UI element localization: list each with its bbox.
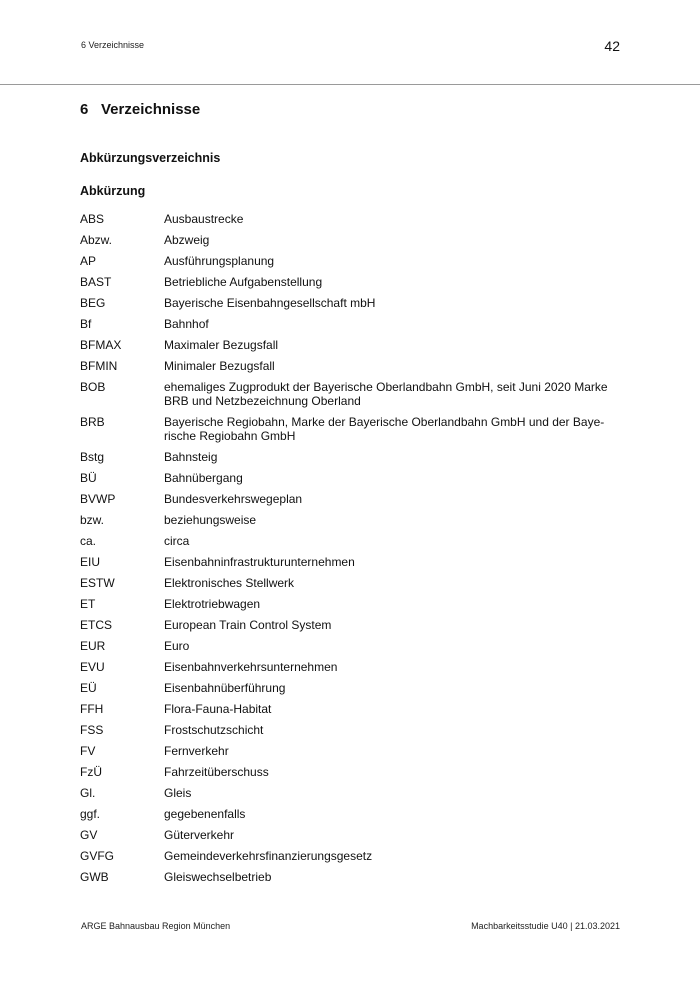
abbreviation-definition: Bayerische Eisenbahngesellschaft mbH xyxy=(164,296,376,310)
abbreviation-definition: ehemaliges Zugprodukt der Bayerische Oberlandbahn GmbH, seit Juni 2020 Marke BRB und Netzbezeichnung Oberland xyxy=(164,380,608,408)
list-item xyxy=(80,315,625,336)
list-item xyxy=(80,868,625,889)
abbreviation-definition: Bahnhof xyxy=(164,317,209,331)
abbreviation-definition: Ausbaustrecke xyxy=(164,212,244,226)
abbreviation-term: ESTW xyxy=(80,576,115,590)
list-item xyxy=(80,490,625,511)
abbreviation-definition: Flora-Fauna-Habitat xyxy=(164,702,272,716)
abbreviation-definition: Gleiswechselbetrieb xyxy=(164,870,272,884)
abbreviation-definition: Bahnsteig xyxy=(164,450,218,464)
list-item xyxy=(80,469,625,490)
abbreviation-term: Bf xyxy=(80,317,92,331)
abbreviation-definition: Fahrzeitüberschuss xyxy=(164,765,269,779)
list-item xyxy=(80,721,625,742)
abbreviation-term: BOB xyxy=(80,380,106,394)
page-number: 42 xyxy=(604,38,620,54)
abbreviation-definition: Elektronisches Stellwerk xyxy=(164,576,295,590)
abbreviation-term: FFH xyxy=(80,702,104,716)
abbreviation-definition: Frostschutzschicht xyxy=(164,723,264,737)
abbreviation-term: FSS xyxy=(80,723,104,737)
list-item xyxy=(80,700,625,721)
abbreviation-definition: gegebenenfalls xyxy=(164,807,246,821)
list-item xyxy=(80,847,625,868)
abbreviation-definition: Minimaler Bezugsfall xyxy=(164,359,275,373)
list-item xyxy=(80,231,625,252)
abbreviation-term: FV xyxy=(80,744,96,758)
list-item xyxy=(80,336,625,357)
running-header-title: 6 Verzeichnisse xyxy=(81,40,145,50)
abbreviation-definition: circa xyxy=(164,534,190,548)
abbreviation-term: AP xyxy=(80,254,97,268)
list-item xyxy=(80,658,625,679)
list-item xyxy=(80,273,625,294)
list-item xyxy=(80,553,625,574)
abbreviation-term: Abzw. xyxy=(80,233,113,247)
abbreviation-definition: Eisenbahninfrastrukturunternehmen xyxy=(164,555,355,569)
abbreviation-definition: Gleis xyxy=(164,786,192,800)
abbreviation-definition: Ausführungsplanung xyxy=(164,254,275,268)
footer-organization: ARGE Bahnausbau Region München xyxy=(81,921,231,931)
abbreviation-term: ca. xyxy=(80,534,97,548)
abbreviation-definition: Gemeindeverkehrsfinanzierungsgesetz xyxy=(164,849,373,863)
list-item xyxy=(80,210,625,231)
abbreviation-term: GV xyxy=(80,828,98,842)
abbreviation-term: FzÜ xyxy=(80,765,102,779)
abbreviation-term: ETCS xyxy=(80,618,113,632)
abbreviation-list xyxy=(80,210,625,889)
list-item xyxy=(80,294,625,315)
abbreviation-term: BEG xyxy=(80,296,106,310)
abbreviation-term: Gl. xyxy=(80,786,96,800)
abbreviation-term: BÜ xyxy=(80,471,97,485)
list-item xyxy=(80,378,625,413)
list-item xyxy=(80,805,625,826)
abbreviation-definition: Abzweig xyxy=(164,233,210,247)
abbreviation-term: BFMIN xyxy=(80,359,118,373)
abbreviation-term: GVFG xyxy=(80,849,115,863)
abbreviation-term: ABS xyxy=(80,212,105,226)
abbreviation-definition: Eisenbahnüberführung xyxy=(164,681,286,695)
list-item xyxy=(80,532,625,553)
list-item xyxy=(80,511,625,532)
abbreviation-definition: Eisenbahnverkehrsunternehmen xyxy=(164,660,338,674)
abbreviation-term: BVWP xyxy=(80,492,116,506)
chapter-title-text: Verzeichnisse xyxy=(101,101,201,118)
abbreviation-term: ggf. xyxy=(80,807,101,821)
abbreviation-term: bzw. xyxy=(80,513,105,527)
abbreviation-definition: Maximaler Bezugsfall xyxy=(164,338,279,352)
list-item xyxy=(80,616,625,637)
abbreviation-definition: Fernverkehr xyxy=(164,744,229,758)
abbreviation-term: EIU xyxy=(80,555,101,569)
list-item xyxy=(80,574,625,595)
list-item xyxy=(80,763,625,784)
chapter-title xyxy=(80,101,200,118)
abbreviation-term: GWB xyxy=(80,870,109,884)
abbreviation-term: EÜ xyxy=(80,681,97,695)
chapter-number: 6 xyxy=(80,101,89,118)
list-item xyxy=(80,357,625,378)
list-item xyxy=(80,413,625,448)
header-divider xyxy=(0,84,700,85)
abbreviation-definition: Bayerische Regiobahn, Marke der Bayerische Oberlandbahn GmbH und der Baye-rische Regiobahn GmbH xyxy=(164,415,605,443)
footer-document-info: Machbarkeitsstudie U40 | 21.03.2021 xyxy=(471,921,620,931)
abbreviation-definition: beziehungsweise xyxy=(164,513,257,527)
abbreviation-term: EUR xyxy=(80,639,106,653)
abbreviation-definition: European Train Control System xyxy=(164,618,332,632)
list-item xyxy=(80,595,625,616)
list-item xyxy=(80,252,625,273)
abbreviation-term: EVU xyxy=(80,660,105,674)
abbreviation-definition: Bahnübergang xyxy=(164,471,243,485)
abbreviation-definition: Güterverkehr xyxy=(164,828,235,842)
list-item xyxy=(80,679,625,700)
abbreviation-definition: Euro xyxy=(164,639,190,653)
abbreviation-definition: Elektrotriebwagen xyxy=(164,597,261,611)
abbreviation-term: BFMAX xyxy=(80,338,122,352)
abbreviation-term: BRB xyxy=(80,415,105,429)
list-item xyxy=(80,448,625,469)
abbreviation-term: Bstg xyxy=(80,450,105,464)
abbreviation-definition: Bundesverkehrswegeplan xyxy=(164,492,303,506)
list-item xyxy=(80,784,625,805)
abbreviation-term: BAST xyxy=(80,275,112,289)
list-item xyxy=(80,742,625,763)
abbreviation-term: ET xyxy=(80,597,96,611)
column-header: Abkürzung xyxy=(80,184,146,198)
section-title: Abkürzungsverzeichnis xyxy=(80,151,221,165)
list-item xyxy=(80,637,625,658)
abbreviation-definition: Betriebliche Aufgabenstellung xyxy=(164,275,323,289)
list-item xyxy=(80,826,625,847)
